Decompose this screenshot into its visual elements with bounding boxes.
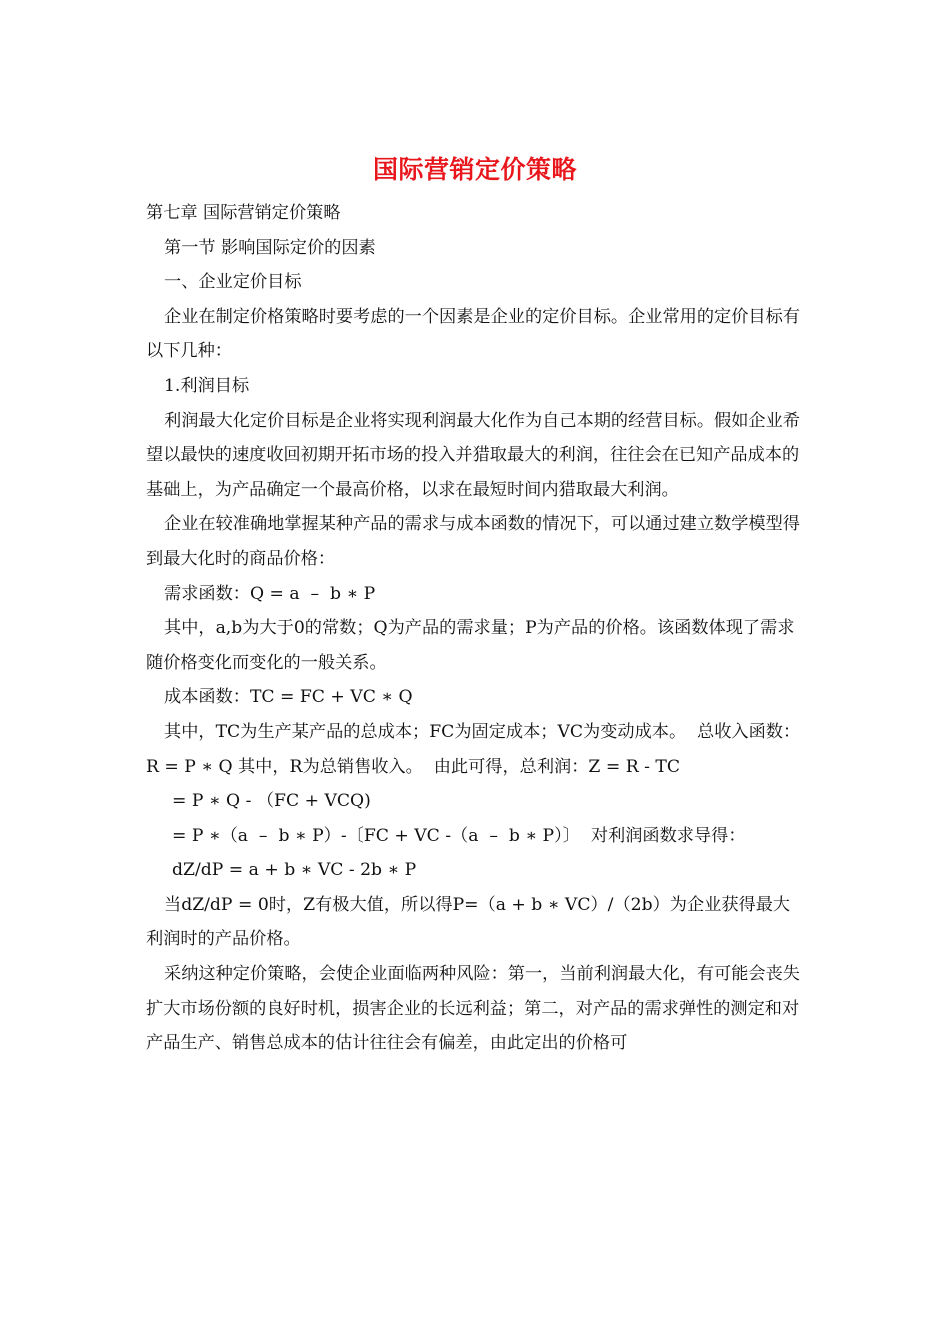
document-body <box>146 196 806 1061</box>
paragraph: 第七章 国际营销定价策略 <box>146 203 341 223</box>
paragraph: dZ/dP = a + b ∗ VC - 2b ∗ P <box>172 860 417 881</box>
paragraph: 一、企业定价目标 <box>164 272 302 293</box>
paragraph: 成本函数：TC = FC + VC ∗ Q <box>164 687 413 708</box>
paragraph: 1.利润目标 <box>164 375 250 396</box>
paragraph: 第一节 影响国际定价的因素 <box>164 237 376 258</box>
paragraph: 企业在较准确地掌握某种产品的需求与成本函数的情况下，可以通过建立数学模型得到最大化时的商品价格： <box>146 514 800 569</box>
paragraph: = P ∗ Q - （FC + VCQ) <box>172 791 371 812</box>
paragraph: 其中，TC为生产某产品的总成本；FC为固定成本；VC为变动成本。 总收入函数：R = P ∗ Q 其中，R为总销售收入。 由此可得，总利润：Z = R - TC <box>146 721 801 777</box>
document-title: 国际营销定价策略 <box>372 155 577 184</box>
paragraph: 采纳这种定价策略，会使企业面临两种风险：第一，当前利润最大化，有可能会丧失扩大市场份额的良好时机，损害企业的长远利益；第二，对产品的需求弹性的测定和对产品生产、销售总成本的估计往往会有偏差，由此定出的价格可 <box>146 964 800 1054</box>
paragraph: 企业在制定价格策略时要考虑的一个因素是企业的定价目标。企业常用的定价目标有以下几种： <box>146 306 800 362</box>
paragraph: 当dZ/dP = 0时，Z有极大值，所以得P=（a + b ∗ VC）/（2b）为企业获得最大利润时的产品价格。 <box>146 894 791 950</box>
paragraph: = P ∗（a – b ∗ P）-〔FC + VC -（a – b ∗ P）〕 对利润函数求导得： <box>172 825 746 846</box>
paragraph: 需求函数：Q = a – b ∗ P <box>164 583 376 604</box>
paragraph: 其中，a,b为大于0的常数；Q为产品的需求量；P为产品的价格。该函数体现了需求随价格变化而变化的一般关系。 <box>146 618 795 673</box>
paragraph: 利润最大化定价目标是企业将实现利润最大化作为自己本期的经营目标。假如企业希望以最快的速度收回初期开拓市场的投入并猎取最大的利润，往往会在已知产品成本的基础上，为产品确定一个最高价格，以求在最短时间内猎取最大利润。 <box>146 410 800 500</box>
